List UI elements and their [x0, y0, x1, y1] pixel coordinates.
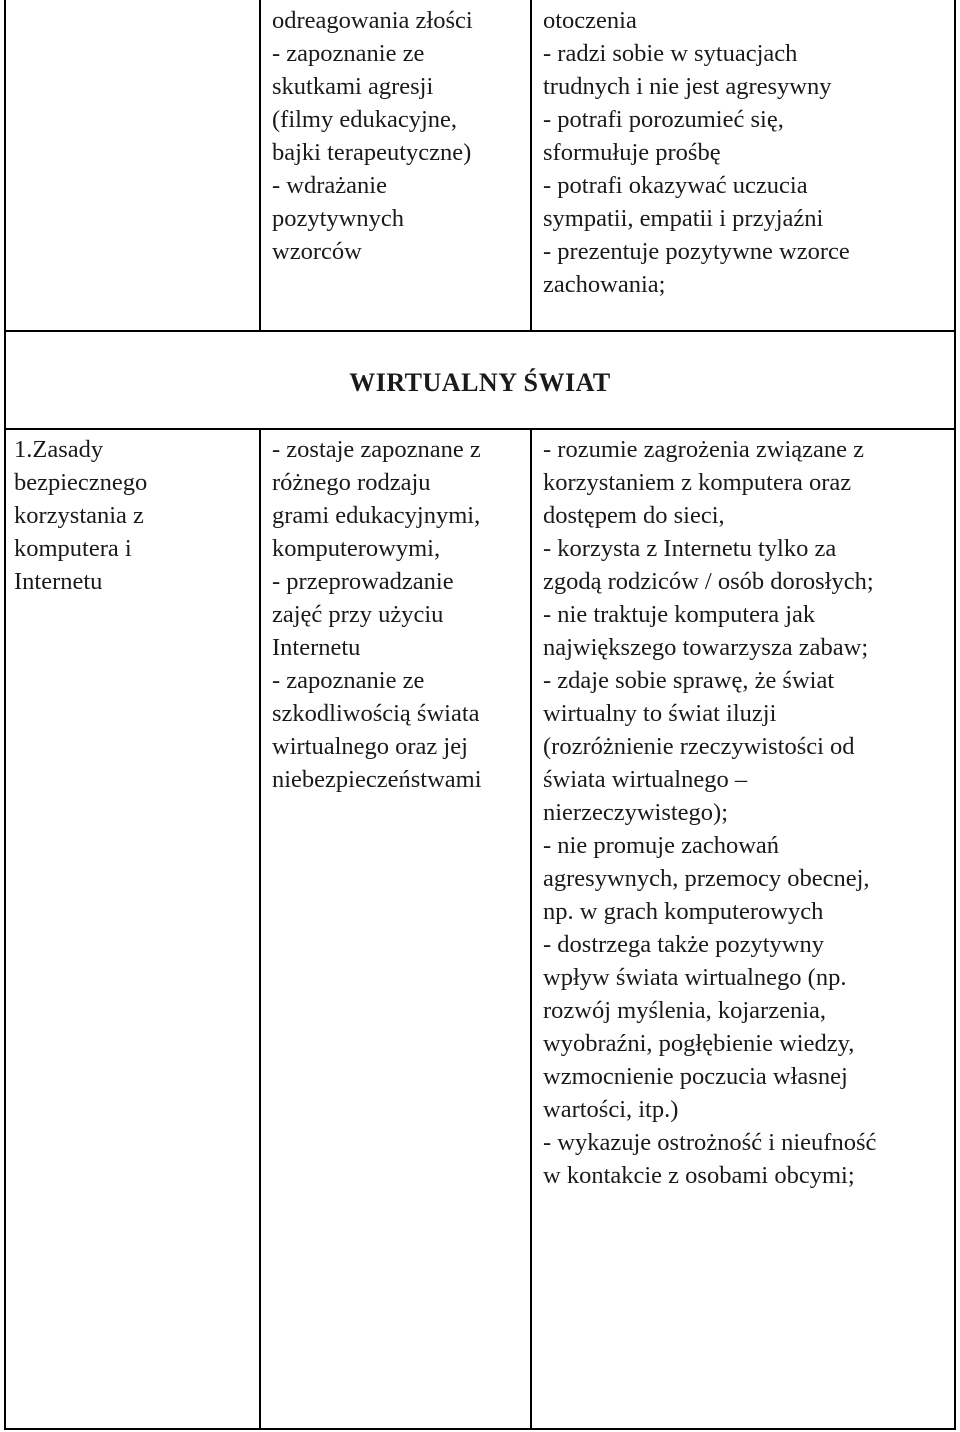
cell-outcomes — [531, 0, 955, 331]
cell-topic-empty — [5, 0, 260, 331]
cell-outcomes — [531, 429, 955, 1429]
cell-topic — [5, 429, 260, 1429]
section-header-row — [5, 331, 955, 429]
cell-methods — [260, 429, 531, 1429]
methods-text: odreagowania złości - zapoznanie ze skutkami agresji (filmy edukacyjne, bajki terapeutyczne) - wdrażanie pozytywnych wzorców — [272, 7, 473, 265]
table-row-continuation — [5, 0, 955, 331]
outcomes-text: otoczenia - radzi sobie w sytuacjach trudnych i nie jest agresywny - potrafi porozumieć się, sformułuje prośbę - potrafi okazywać uczucia sympatii, empatii i przyjaźni - prezentuje pozytywne wzorce zachowania; — [543, 7, 850, 298]
program-table — [4, 0, 956, 1430]
topic-text — [6, 0, 259, 4]
methods-text: - zostaje zapoznane z różnego rodzaju grami edukacyjnymi, komputerowymi, - przeprowadzanie zajęć przy użyciu Internetu - zapoznanie ze szkodliwością świata wirtualnego oraz jej niebezpieczeństwami — [272, 436, 482, 793]
section-header-cell — [5, 331, 955, 429]
topic-text: 1.Zasady bezpiecznego korzystania z komputera i Internetu — [14, 436, 148, 595]
outcomes-text: - rozumie zagrożenia związane z korzystaniem z komputera oraz dostępem do sieci, - korzysta z Internetu tylko za zgodą rodziców / osób dorosłych; - nie traktuje komputera jak największego towarzysza zabaw; - zdaje sobie sprawę, że świat wirtualny to świat iluzji (rozróżnienie rzeczywistości od świata wirtualnego – nierzeczywistego); - nie promuje zachowań agresywnych, przemocy obecnej, np. w grach komputerowych - dostrzega także pozytywny wpływ świata wirtualnego (np. rozwój myślenia, kojarzenia, wyobraźni, pogłębienie wiedzy, wzmocnienie poczucia własnej wartości, itp.) - wykazuje ostrożność i nieufność w kontakcie z osobami obcymi; — [543, 436, 877, 1189]
table-row-virtual-world — [5, 429, 955, 1429]
cell-methods — [260, 0, 531, 331]
section-title: WIRTUALNY ŚWIAT — [349, 368, 611, 397]
